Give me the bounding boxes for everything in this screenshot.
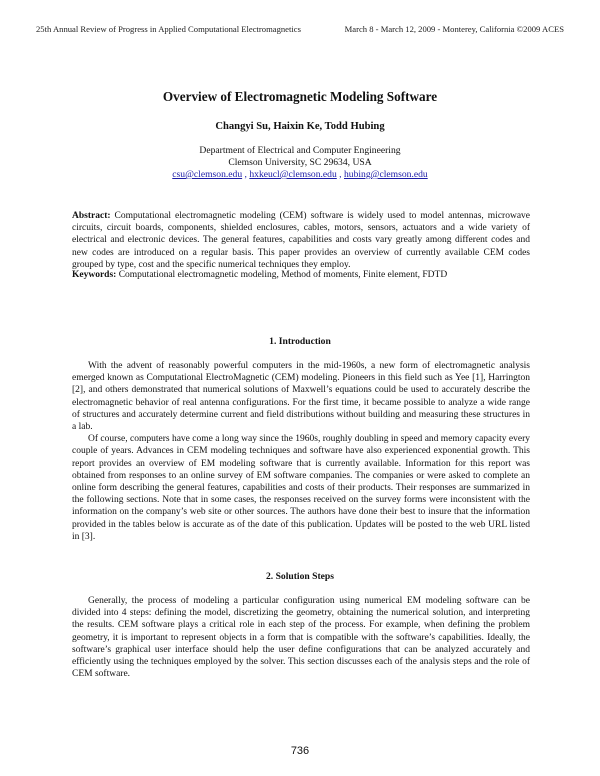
email-link-ke[interactable]: hxkeucl@clemson.edu [249, 169, 337, 180]
affiliation [0, 145, 600, 181]
author-list: Changyi Su, Haixin Ke, Todd Hubing [215, 121, 385, 132]
keywords [72, 269, 530, 281]
paper-title: Overview of Electromagnetic Modeling Software [162, 89, 438, 104]
university: Clemson University, SC 29634, USA [228, 157, 372, 168]
running-header-right: March 8 - March 12, 2009 - Monterey, California ©2009 ACES [344, 24, 564, 34]
section-heading-introduction: 1. Introduction [269, 336, 331, 347]
email-link-hubing[interactable]: hubing@clemson.edu [343, 169, 428, 180]
paragraph: Of course, computers have come a long way since the 1960s, roughly doubling in speed and memory capacity every couple of years. Advances in CEM modeling techniques and software have also experienced exponential growth. This report provides an overview of EM modeling software that is currently available. Information for this report was obtained from responses to an online survey of EM software companies. The companies or were asked to complete an online form describing the general features, capabilities and costs of their products. Their responses are summarized in the following sections. Note that in some cases, the responses received on the survey forms were inconsistent with the information on the company’s web site or other sources. The authors have done their best to insure that the information provided in the tables below is accurate as of the date of this publication. Updates will be posted to the web URL listed in [3]. [72, 434, 530, 542]
running-header-left: 25th Annual Review of Progress in Applied Computational Electromagnetics [36, 24, 301, 34]
email-separator: , [242, 169, 250, 180]
department: Department of Electrical and Computer Engineering [199, 145, 401, 156]
paragraph: Generally, the process of modeling a particular configuration using numerical EM modeling software can be divided into 4 steps: defining the model, discretizing the geometry, obtaining the numerical solution, and interpreting the results. CEM software plays a critical role in each step of the process. For example, when defining the problem geometry, it is important to represent objects in a form that is compatible with the software’s capabilities. Ideally, the software’s graphical user interface should help the user define configurations that can be analyzed accurately and efficiently using the techniques employed by the solver. This section discusses each of the analysis steps and the role of CEM software. [72, 596, 530, 680]
email-list [0, 169, 600, 181]
abstract-text: Computational electromagnetic modeling (CEM) software is widely used to model antennas, microwave circuits, circuit boards, components, shielded enclosures, cables, motors, sensors, actuators and a wide variety of electrical and electronic devices. The general features, capabilities and costs vary greatly among different codes and new codes are introduced on a regular basis. This paper provides an overview of currently available CEM codes grouped by type, cost and the specific numerical techniques they employ. [72, 211, 530, 270]
keywords-text: Computational electromagnetic modeling, Method of moments, Finite element, FDTD [116, 270, 448, 280]
section-body-introduction [72, 360, 530, 543]
abstract-label: Abstract: [72, 211, 111, 221]
abstract [72, 210, 530, 271]
keywords-label: Keywords: [72, 270, 117, 280]
email-separator: , [336, 169, 344, 180]
section-heading-solution-steps: 2. Solution Steps [266, 571, 334, 582]
email-link-su[interactable]: csu@clemson.edu [172, 169, 243, 180]
section-body-solution-steps [72, 595, 530, 680]
page-number: 736 [290, 745, 310, 757]
paragraph: With the advent of reasonably powerful computers in the mid-1960s, a new form of electromagnetic analysis emerged known as Computational ElectroMagnetic (CEM) modeling. Pioneers in this field such as Yee [1], Harrington [2], and others demonstrated that numerical solutions of Maxwell’s equations could be used to accurately describe the electromagnetic behavior of real antenna configurations. For the first time, it became possible to analyze a wide range of structures and accurately determine current and field distributions without building and measuring these structures in a lab. [72, 361, 530, 433]
